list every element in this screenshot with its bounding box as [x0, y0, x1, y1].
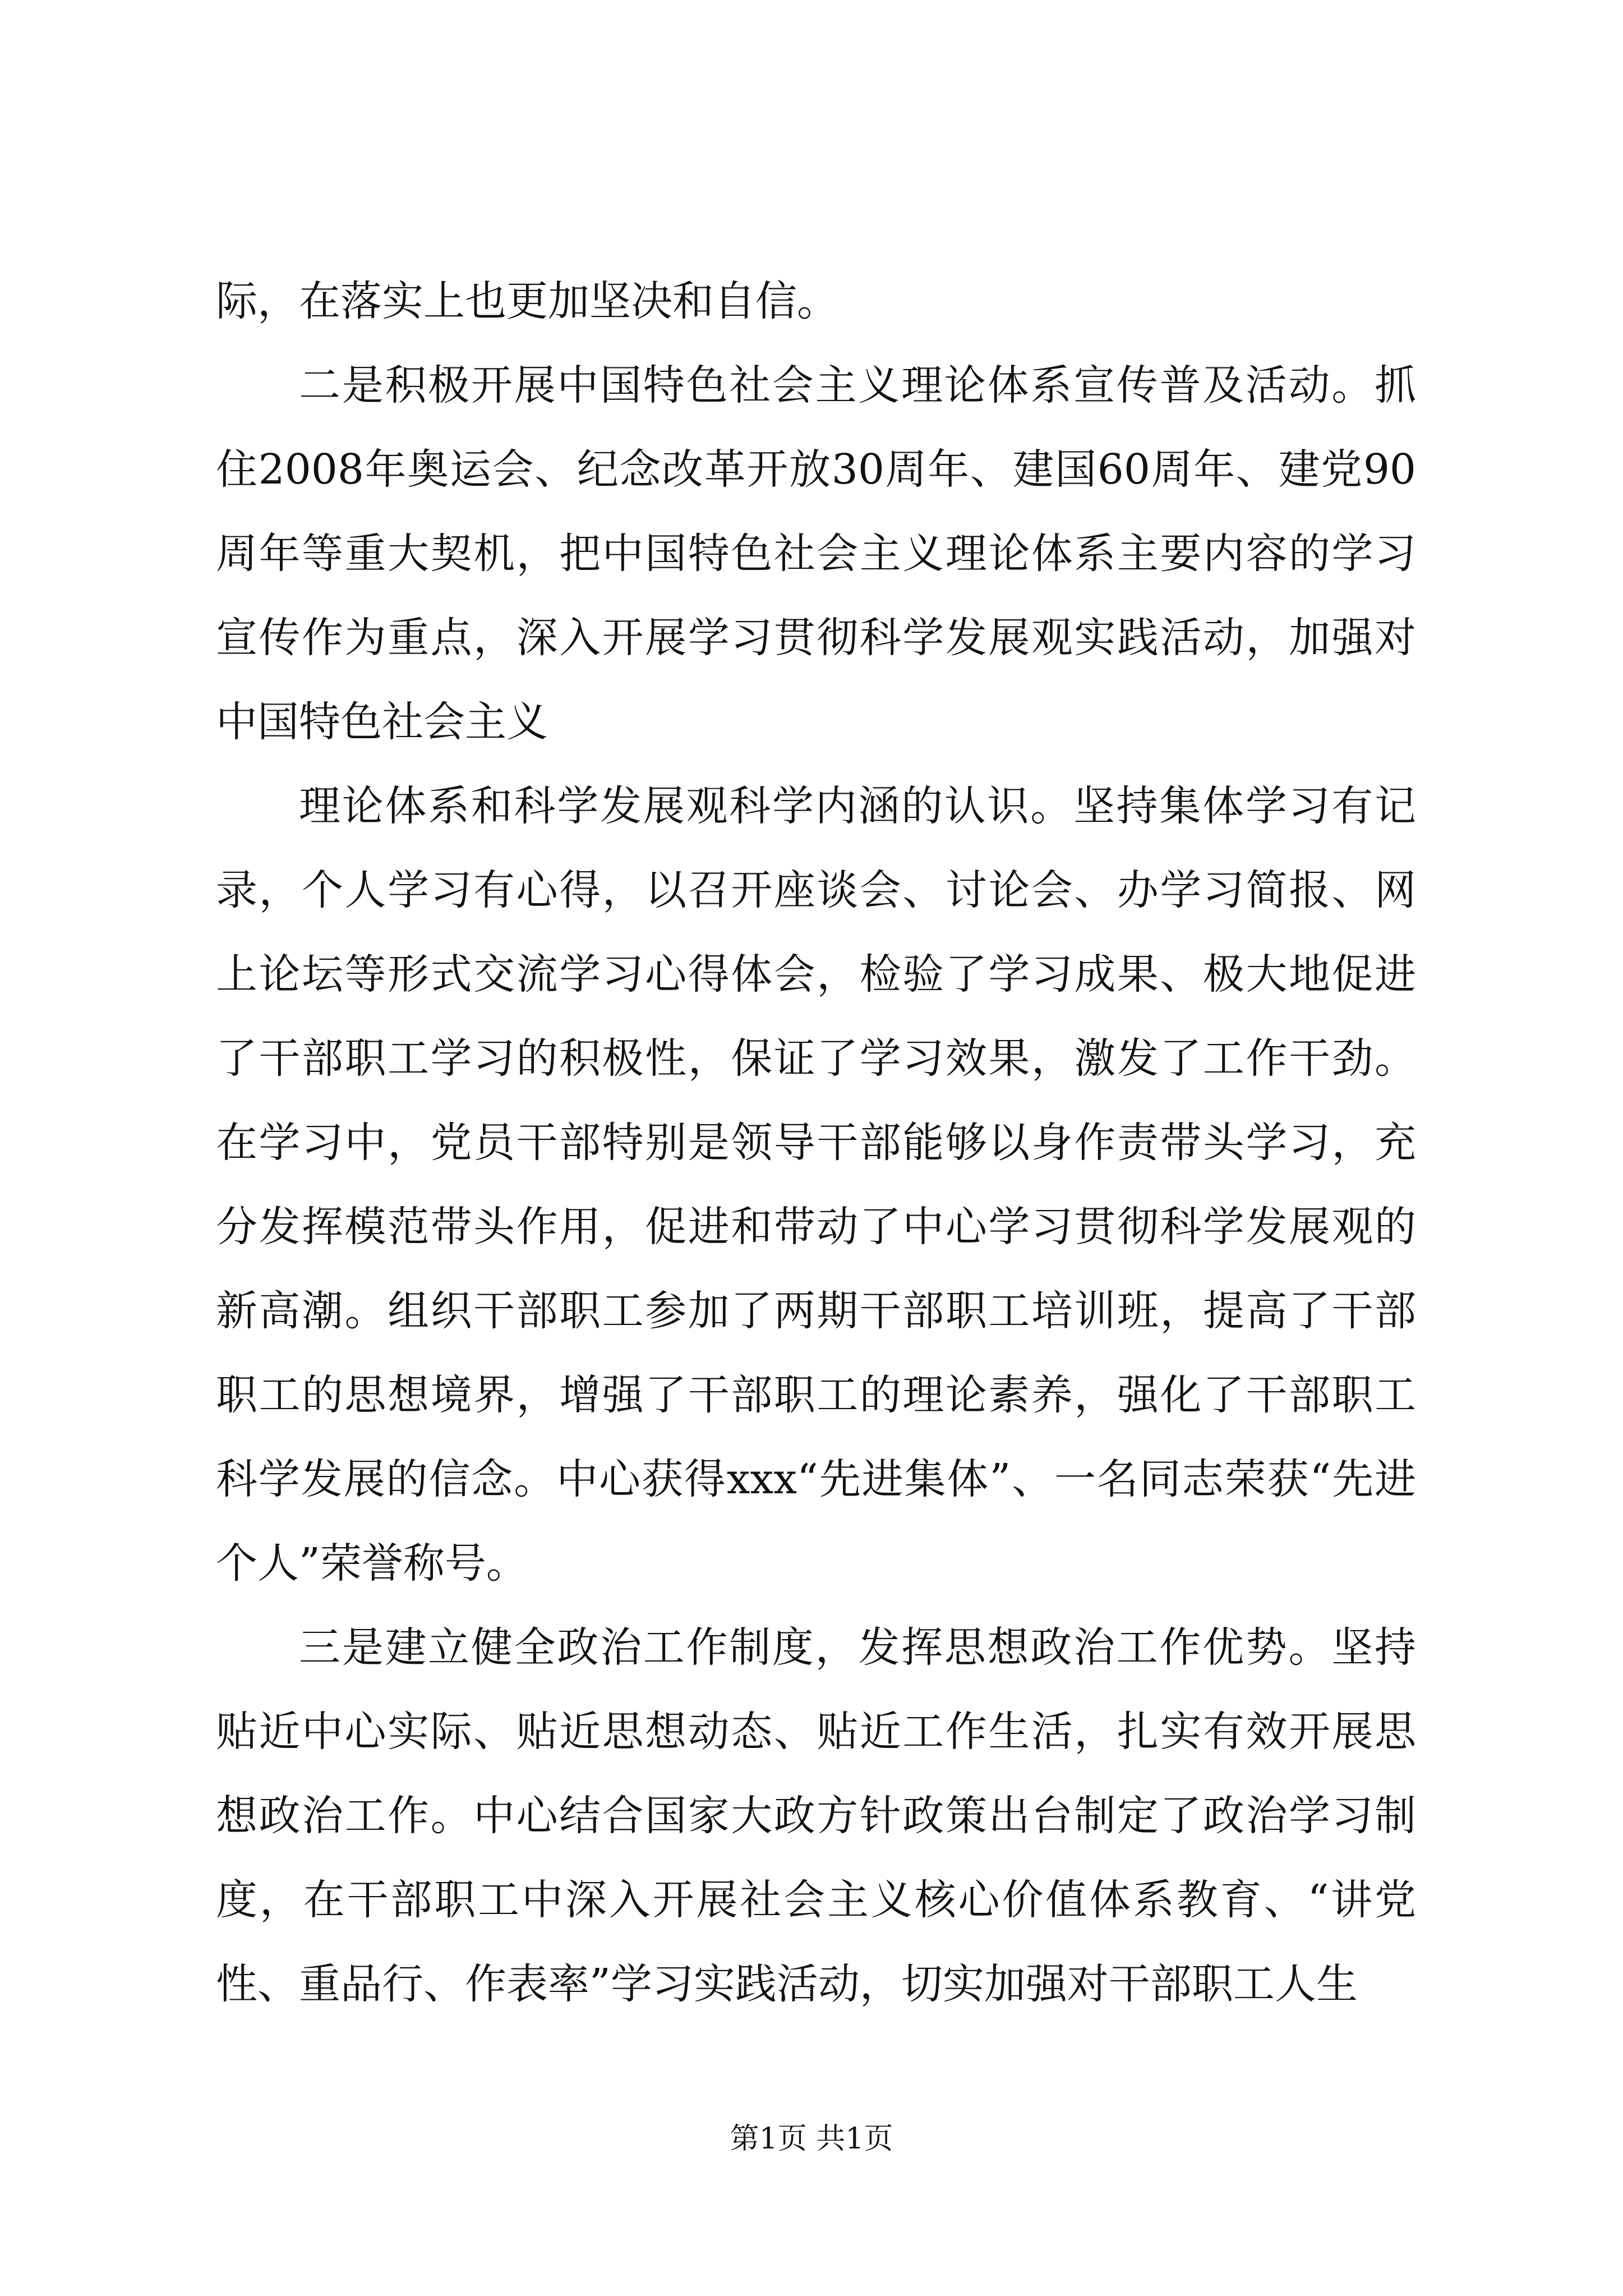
paragraph-4: 三是建立健全政治工作制度，发挥思想政治工作优势。坚持贴近中心实际、贴近思想动态、贴近工作生活，扎实有效开展思想政治工作。中心结合国家大政方针政策出台制定了政治学习制度，在干部职工中深入开展社会主义核心价值体系教育、“讲党性、重品行、作表率”学习实践活动，切实加强对干部职工人生: [216, 1623, 1416, 2008]
paragraph-2: 二是积极开展中国特色社会主义理论体系宣传普及活动。抓住2008年奥运会、纪念改革开放30周年、建国60周年、建党90周年等重大契机，把中国特色社会主义理论体系主要内容的学习宣传作为重点，深入开展学习贯彻科学发展观实践活动，加强对中国特色社会主义: [216, 361, 1416, 746]
document-body: [216, 259, 1416, 2026]
paragraph-3: 理论体系和科学发展观科学内涵的认识。坚持集体学习有记录，个人学习有心得，以召开座谈会、讨论会、办学习简报、网上论坛等形式交流学习心得体会，检验了学习成果、极大地促进了干部职工学习的积极性，保证了学习效果，激发了工作干劲。在学习中，党员干部特别是领导干部能够以身作责带头学习，充分发挥模范带头作用，促进和带动了中心学习贯彻科学发展观的新高潮。组织干部职工参加了两期干部职工培训班，提高了干部职工的思想境界，增强了干部职工的理论素养，强化了干部职工科学发展的信念。中心获得xxx“先进集体”、一名同志荣获“先进个人”荣誉称号。: [216, 782, 1416, 1588]
paragraph-1: 际，在落实上也更加坚决和自信。: [216, 277, 838, 325]
page-footer: 第1页 共1页: [730, 2122, 893, 2156]
